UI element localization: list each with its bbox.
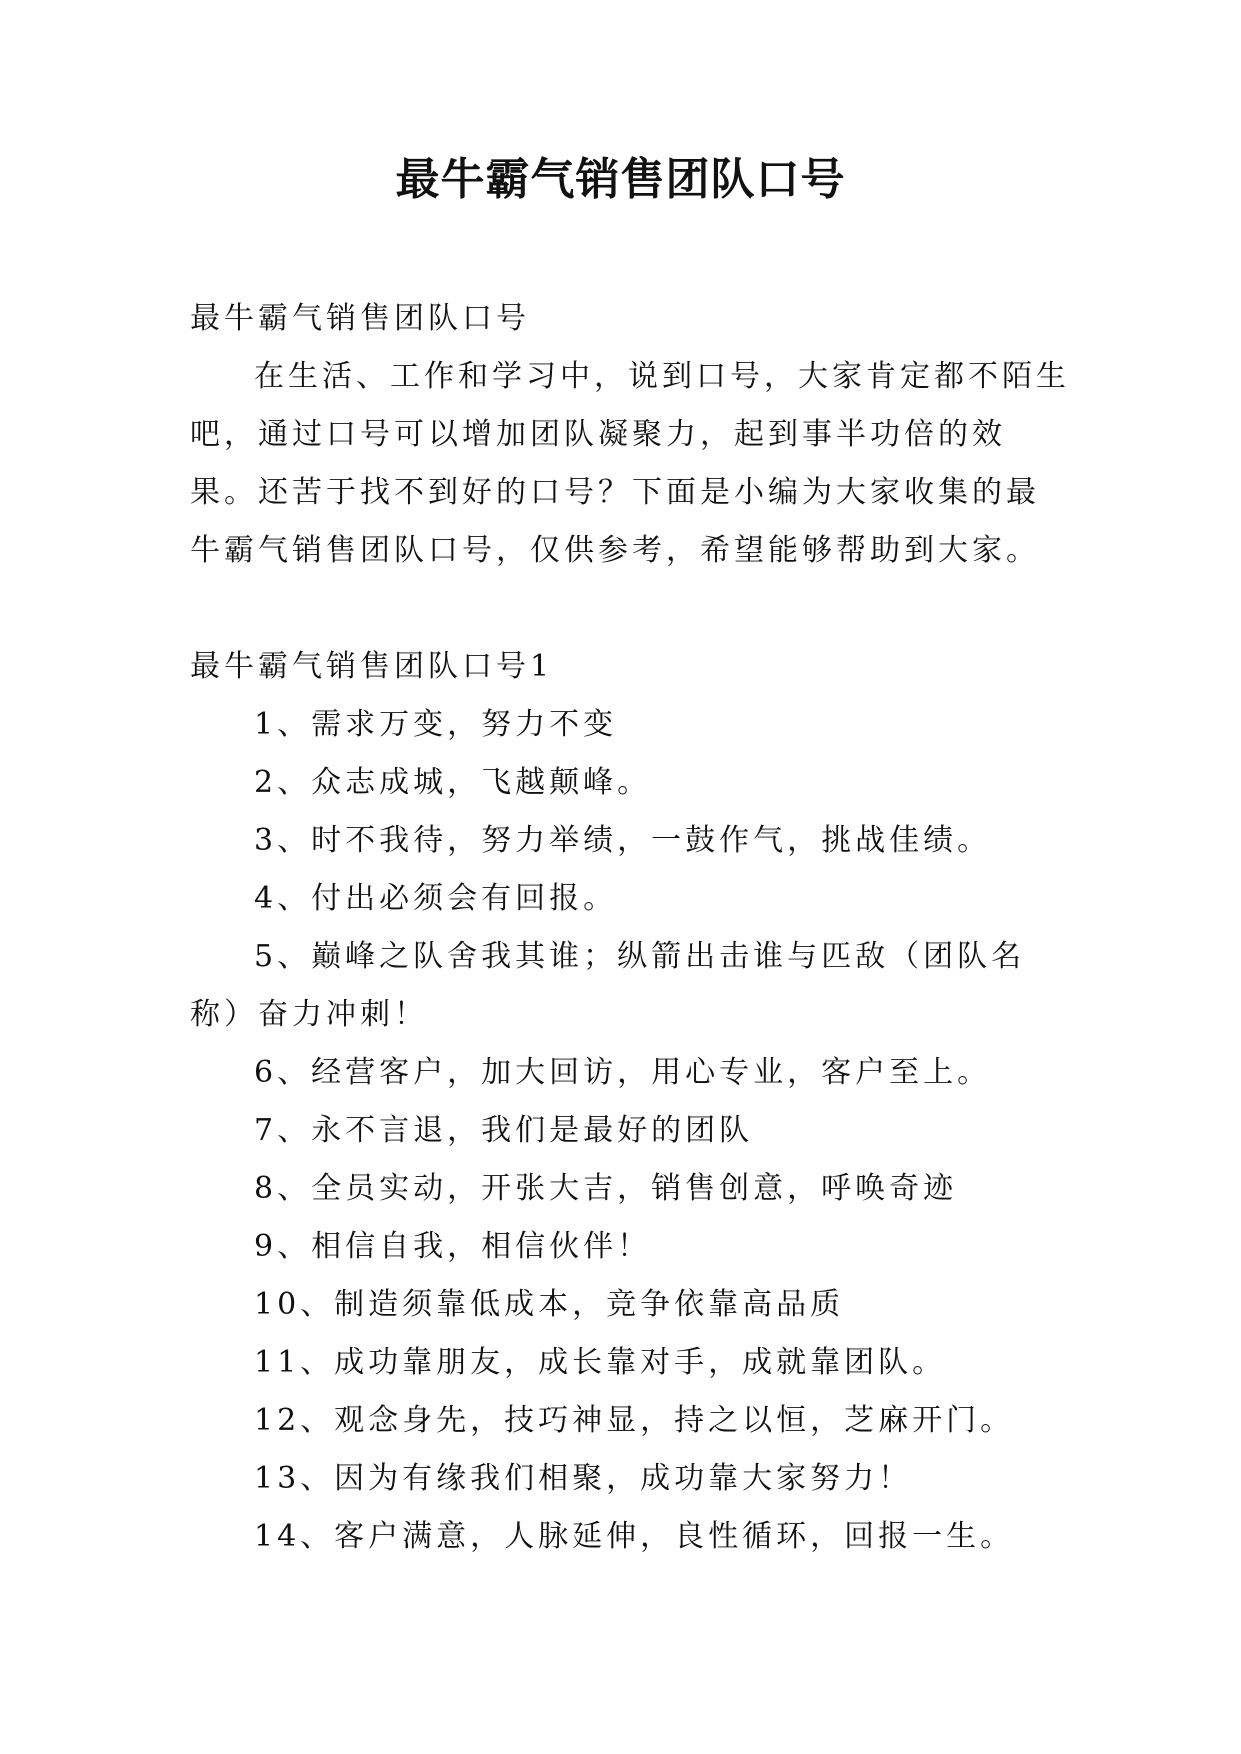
list-item: 5、巅峰之队舍我其谁；纵箭出击谁与匹敌（团队名称）奋力冲刺！ (190, 939, 1026, 1032)
list-item: 8、全员实动，开张大吉，销售创意，呼唤奇迹 (254, 1171, 958, 1206)
list-item: 6、经营客户，加大回访，用心专业，客户至上。 (254, 1055, 992, 1090)
list-item: 1、需求万变，努力不变 (254, 707, 618, 742)
document-title: 最牛霸气销售团队口号 (395, 154, 846, 205)
list-item: 11、成功靠朋友，成长靠对手，成就靠团队。 (254, 1345, 947, 1380)
list-item: 13、因为有缘我们相聚，成功靠大家努力！ (254, 1461, 913, 1496)
list-item: 4、付出必须会有回报。 (254, 881, 618, 916)
list-item: 12、观念身先，技巧神显，持之以恒，芝麻开门。 (254, 1403, 1015, 1438)
list-item: 10、制造须靠低成本，竞争依靠高品质 (254, 1287, 845, 1322)
intro-paragraph: 在生活、工作和学习中，说到口号，大家肯定都不陌生吧，通过口号可以增加团队凝聚力，起到事半功倍的效果。还苦于找不到好的口号？下面是小编为大家收集的最牛霸气销售团队口号，仅供参考，希望能够帮助到大家。 (190, 359, 1070, 568)
document-body (190, 290, 1070, 1566)
list-item: 3、时不我待，努力举绩，一鼓作气，挑战佳绩。 (254, 823, 992, 858)
list-item: 9、相信自我，相信伙伴！ (254, 1229, 652, 1264)
paragraph-spacer (190, 580, 1070, 638)
list-item: 2、众志成城，飞越颠峰。 (254, 765, 652, 800)
section-heading: 最牛霸气销售团队口号1 (190, 649, 554, 684)
list-item: 14、客户满意，人脉延伸，良性循环，回报一生。 (254, 1519, 1015, 1554)
subtitle: 最牛霸气销售团队口号 (190, 301, 530, 336)
list-item: 7、永不言退，我们是最好的团队 (254, 1113, 754, 1148)
